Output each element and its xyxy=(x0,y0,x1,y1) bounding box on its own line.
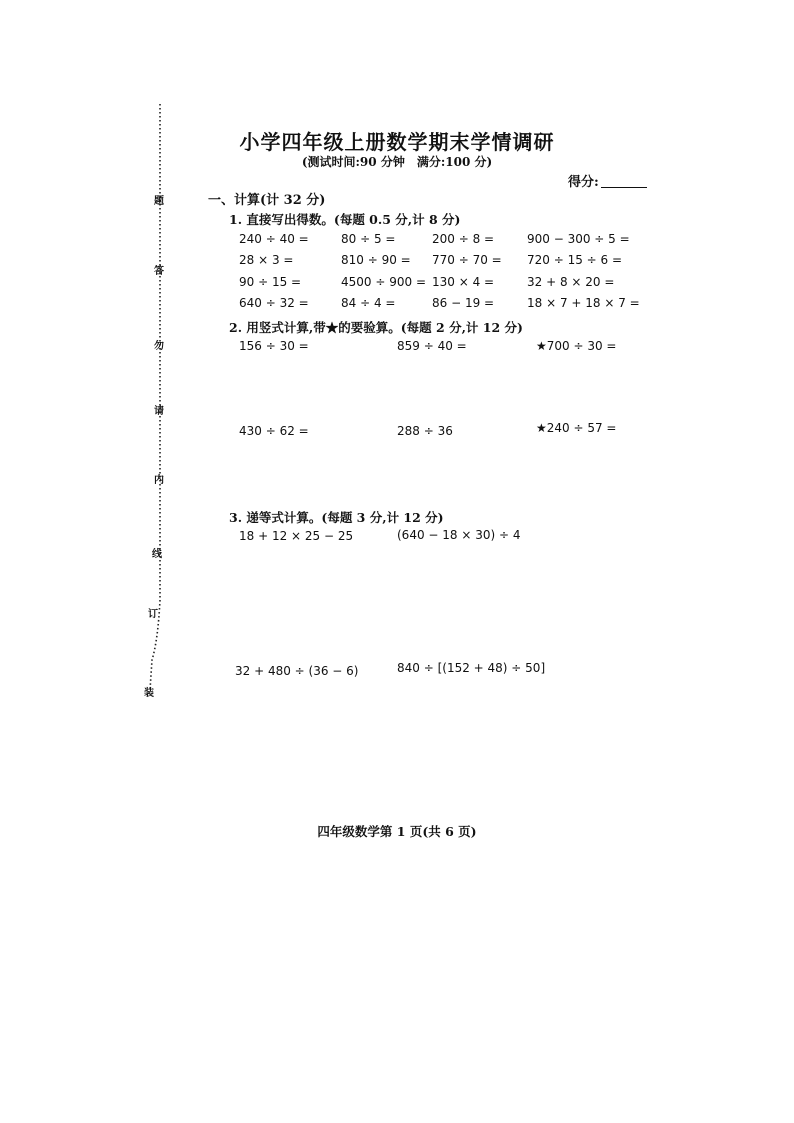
oral-q-16: 18 × 7 + 18 × 7 = xyxy=(527,296,640,310)
stepwise-q-2: (640 − 18 × 30) ÷ 4 xyxy=(397,528,521,542)
oral-q-14: 84 ÷ 4 = xyxy=(341,296,396,310)
vertical-q-1: 156 ÷ 30 = xyxy=(239,339,309,353)
binding-label-xian: 线 xyxy=(152,549,162,560)
score-label: 得分: xyxy=(568,175,599,190)
oral-q-10: 4500 ÷ 900 = xyxy=(341,275,426,289)
stepwise-q-4: 840 ÷ [(152 + 48) ÷ 50] xyxy=(397,661,546,675)
oral-q-3: 200 ÷ 8 = xyxy=(432,232,495,246)
vertical-q-3: ★700 ÷ 30 = xyxy=(536,339,617,353)
part-2-title: 2. 用竖式计算,带★的要验算。(每题 2 分,计 12 分) xyxy=(229,320,523,335)
score-field[interactable] xyxy=(568,171,647,190)
oral-q-1: 240 ÷ 40 = xyxy=(239,232,309,246)
oral-q-11: 130 × 4 = xyxy=(432,275,495,289)
vertical-q-6: ★240 ÷ 57 = xyxy=(536,421,617,435)
part-3-title: 3. 递等式计算。(每题 3 分,计 12 分) xyxy=(229,510,444,525)
page-title: 小学四年级上册数学期末学情调研 xyxy=(239,130,555,154)
binding-label-ti: 题 xyxy=(154,196,164,207)
oral-q-8: 720 ÷ 15 ÷ 6 = xyxy=(527,253,623,267)
stepwise-q-3: 32 + 480 ÷ (36 − 6) xyxy=(235,664,359,678)
test-info: (测试时间:90 分钟 满分:100 分) xyxy=(301,155,493,169)
oral-q-15: 86 − 19 = xyxy=(432,296,495,310)
oral-q-5: 28 × 3 = xyxy=(239,253,294,267)
stepwise-q-1: 18 + 12 × 25 − 25 xyxy=(239,529,354,543)
vertical-q-5: 288 ÷ 36 xyxy=(397,424,453,438)
oral-q-12: 32 + 8 × 20 = xyxy=(527,275,615,289)
oral-q-4: 900 − 300 ÷ 5 = xyxy=(527,232,630,246)
vertical-q-4: 430 ÷ 62 = xyxy=(239,424,309,438)
score-blank[interactable] xyxy=(601,187,647,188)
part-1-title: 1. 直接写出得数。(每题 0.5 分,计 8 分) xyxy=(229,212,461,227)
oral-q-13: 640 ÷ 32 = xyxy=(239,296,309,310)
oral-q-9: 90 ÷ 15 = xyxy=(239,275,302,289)
oral-q-7: 770 ÷ 70 = xyxy=(432,253,502,267)
binding-label-nei: 内 xyxy=(154,475,164,486)
oral-q-6: 810 ÷ 90 = xyxy=(341,253,411,267)
binding-label-da: 答 xyxy=(154,266,164,277)
binding-label-wu: 勿 xyxy=(154,341,164,352)
binding-label-ding: 订 xyxy=(148,609,158,620)
oral-q-2: 80 ÷ 5 = xyxy=(341,232,396,246)
page-number: 四年级数学第 1 页(共 6 页) xyxy=(317,824,477,839)
vertical-q-2: 859 ÷ 40 = xyxy=(397,339,467,353)
section-1-title: 一、计算(计 32 分) xyxy=(208,193,326,208)
binding-label-zhuang: 装 xyxy=(144,688,154,699)
binding-label-qing: 请 xyxy=(154,406,164,417)
